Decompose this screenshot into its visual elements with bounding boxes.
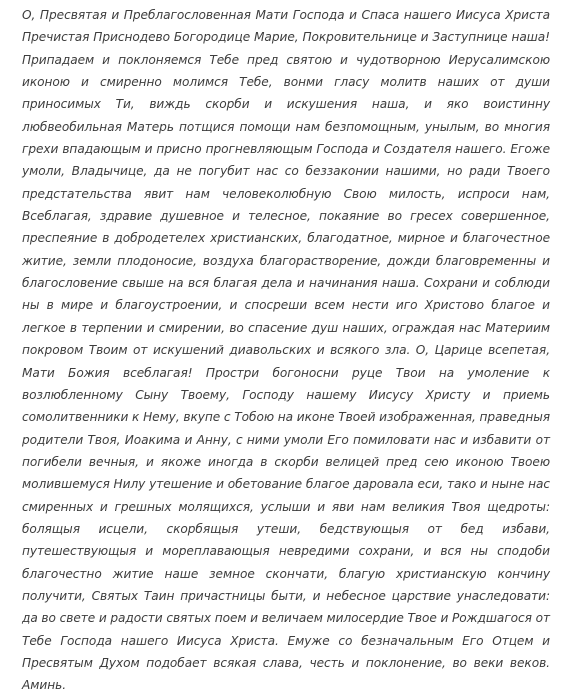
prayer-text: О, Пресвятая и Преблагословенная Мати Господа и Спаса нашего Иисуса Христа Пречистая Приснодево Богородице Марие, Покровительнице и Заступнице наша! Припадаем и поклоняемся Тебе пред святою и чудотворною Иерусалимскою иконою и смиренно молимся Тебе, вонми гласу молитв наших от души приносимых Ти, виждь скорби и искушения наша, и яко воистинну любвеобильная Матерь потщися помощи нам безпомощным, унылым, во многия грехи впадающым и присно прогневляющым Господа и Создателя нашего. Егоже умоли, Владычице, да не погубит нас со беззаконии нашими, но ради Твоего предстательства явит нам человеколюбную Свою милость, испроси нам, Всеблагая, здравие душевное и телесное, покаяние во гресех совершенное, преспеяние в добродетелех христианских, благодатное, мирное и благочестное житие, земли плодоносие, воздуха благорастворение, дожди благовременны и благословение свыше на вся благая дела и начинания наша. Сохрани и соблюди ны в мире и благоустроении, и спосpеши всем нести иго Христово благое и легкое в терпении и смирении, во спасение душ наших, ограждая нас Материим покровом Твоим от искушений диавольских и всякого зла. О, Царице всепетая, Мати Божия всеблагая! Простри богоносни руце Твои на умоление к возлюбленному Сыну Твоему, Господу нашему Иисусу Христу и приемь сомолитвенники к Нему, вкупе с Тобою на иконе Твоей изображенная, праведныя родители Твоя, Иоакима и Анну, с ними умоли Его помиловати нас и избавити от погибели вечныя, и якоже иногда в скорби велицей пред сею иконою Твоею молившемуся Нилу утешение и обетование благое даровала еси, тако и ныне нас смиренных и грешных молящихся, услыши и яви нам великия Твоя щедроты: болящыя исцели, скорбящыя утеши, бедствующыя от бед избави, путешествующыя и мореплавающыя невредими сохрани, и вся ны сподоби благочестно житие наше земное скончати, благую христианскую кончину получити, Святых Таин причастницы быти, и небесное царствие унаследовати: да во свете и радости святых поем и величаем милосердие Твое и Рождшагося от Тебе Господа нашего Иисуса Христа. Емуже со безначальным Его Отцем и Пресвятым Духом подобает всякая слава, честь и поклонение, во веки веков. Аминь.: [22, 8, 550, 693]
